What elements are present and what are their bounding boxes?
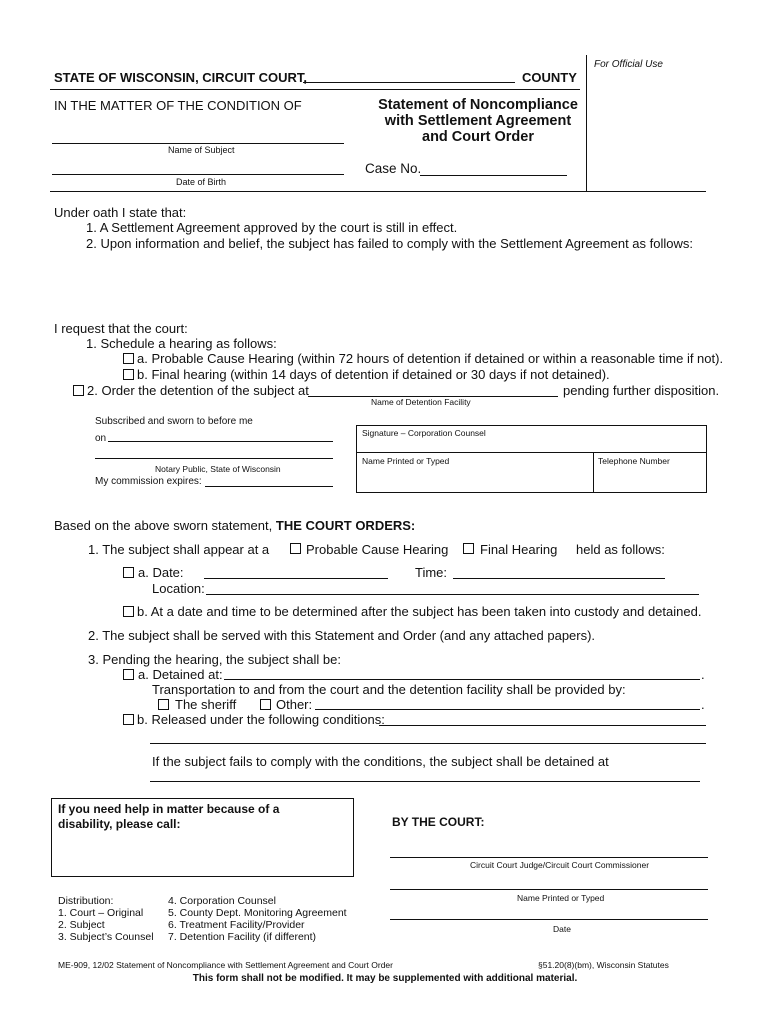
court-line-label: STATE OF WISCONSIN, CIRCUIT COURT, bbox=[54, 70, 308, 85]
hearing-time-label: Time: bbox=[415, 565, 448, 580]
transport-label: Transportation to and from the court and the detention facility shall be provided by: bbox=[152, 682, 626, 697]
sworn-date-field[interactable] bbox=[108, 441, 333, 442]
oath-intro: Under oath I state that: bbox=[54, 205, 187, 220]
order-final-hearing-checkbox[interactable] bbox=[463, 543, 474, 554]
distribution-item: 6. Treatment Facility/Provider bbox=[168, 919, 305, 931]
disability-help-text bbox=[58, 802, 279, 832]
released-checkbox[interactable] bbox=[123, 714, 134, 725]
orders-intro-text: Based on the above sworn statement, bbox=[54, 518, 273, 533]
statement-item-2: 2. Upon information and belief, the subject has failed to comply with the Settlement Agreement as follows: bbox=[86, 236, 694, 251]
custody-date-label: b. At a date and time to be determined after the subject has been taken into custody and detained. bbox=[137, 604, 702, 619]
hearing-location-field[interactable] bbox=[206, 594, 699, 595]
transport-other-label: Other: bbox=[276, 697, 313, 712]
probable-cause-option: a. Probable Cause Hearing (within 72 hours of detention if detained or within a reasonable time if not). bbox=[137, 351, 724, 366]
sworn-label: Subscribed and sworn to before me bbox=[95, 416, 253, 427]
request-item-2: 2. Order the detention of the subject at bbox=[87, 383, 309, 398]
detained-at-label: a. Detained at: bbox=[138, 667, 223, 682]
distribution-column-2 bbox=[168, 895, 347, 943]
matter-label: IN THE MATTER OF THE CONDITION OF bbox=[54, 98, 302, 113]
detained-period: . bbox=[701, 667, 705, 682]
statute-reference: §51.20(8)(bm), Wisconsin Statutes bbox=[538, 960, 669, 970]
sheriff-checkbox[interactable] bbox=[158, 699, 169, 710]
orders-intro bbox=[54, 518, 415, 533]
commission-expires-field[interactable] bbox=[205, 486, 333, 487]
hearing-date-label: a. Date: bbox=[138, 565, 184, 580]
counsel-signature-caption[interactable]: Signature – Corporation Counsel bbox=[362, 428, 486, 438]
notary-signature-field[interactable] bbox=[95, 458, 333, 459]
transport-other-field[interactable] bbox=[315, 709, 700, 710]
subject-name-field[interactable] bbox=[52, 143, 344, 144]
counsel-name-caption[interactable]: Name Printed or Typed bbox=[362, 456, 450, 466]
release-conditions-field-2[interactable] bbox=[150, 743, 706, 744]
request-intro: I request that the court: bbox=[54, 321, 188, 336]
sworn-on-label: on bbox=[95, 433, 107, 444]
distribution-column-1 bbox=[58, 895, 154, 943]
release-conditions-field-1[interactable] bbox=[379, 725, 706, 726]
modification-notice: This form shall not be modified. It may be supplemented with additional material. bbox=[192, 973, 578, 984]
form-title-line3: and Court Order bbox=[422, 129, 534, 145]
counsel-box-column-divider bbox=[593, 452, 594, 493]
noncompliance-detention-label: If the subject fails to comply with the conditions, the subject shall be detained at bbox=[152, 754, 609, 769]
disability-help-line2: disability, please call: bbox=[58, 817, 181, 831]
distribution-item: 4. Corporation Counsel bbox=[168, 895, 276, 907]
official-use-label: For Official Use bbox=[594, 59, 663, 70]
judge-name-field[interactable] bbox=[390, 889, 708, 890]
hearing-time-field[interactable] bbox=[453, 578, 665, 579]
order-item-3: 3. Pending the hearing, the subject shall be: bbox=[88, 652, 341, 667]
county-name-field[interactable] bbox=[303, 82, 515, 83]
judge-name-caption: Name Printed or Typed bbox=[517, 893, 605, 903]
county-label: COUNTY bbox=[522, 70, 577, 85]
transport-other-checkbox[interactable] bbox=[260, 699, 271, 710]
noncompliance-detention-field[interactable] bbox=[150, 781, 700, 782]
request-item-1: 1. Schedule a hearing as follows: bbox=[86, 336, 277, 351]
distribution-item: 5. County Dept. Monitoring Agreement bbox=[168, 907, 347, 919]
order-date-caption: Date bbox=[553, 924, 571, 934]
transport-period: . bbox=[701, 697, 705, 712]
form-title-line1: Statement of Noncompliance bbox=[378, 97, 578, 113]
order-item-2: 2. The subject shall be served with this Statement and Order (and any attached papers). bbox=[88, 628, 596, 643]
held-as-follows-label: held as follows: bbox=[576, 542, 665, 557]
form-title-line2: with Settlement Agreement bbox=[384, 113, 572, 129]
orders-intro-bold: THE COURT ORDERS: bbox=[275, 518, 416, 533]
sheriff-label: The sheriff bbox=[175, 697, 237, 712]
custody-date-checkbox[interactable] bbox=[123, 606, 134, 617]
distribution-item: 2. Subject bbox=[58, 919, 105, 931]
distribution-item: 1. Court – Original bbox=[58, 907, 144, 919]
hearing-location-label: Location: bbox=[152, 581, 205, 596]
order-date-field[interactable] bbox=[390, 919, 708, 920]
case-no-label: Case No. bbox=[365, 161, 422, 176]
final-hearing-option: b. Final hearing (within 14 days of detention if detained or 30 days if not detained). bbox=[137, 367, 610, 382]
judge-caption: Circuit Court Judge/Circuit Court Commissioner bbox=[470, 860, 650, 870]
case-no-field[interactable] bbox=[420, 175, 567, 176]
probable-cause-checkbox[interactable] bbox=[123, 353, 134, 364]
disability-help-line1: If you need help in matter because of a bbox=[58, 802, 280, 816]
detained-checkbox[interactable] bbox=[123, 669, 134, 680]
detention-facility-caption: Name of Detention Facility bbox=[371, 397, 471, 407]
detained-at-field[interactable] bbox=[224, 679, 700, 680]
released-label: b. Released under the following conditions: bbox=[137, 712, 385, 727]
order-detention-checkbox[interactable] bbox=[73, 385, 84, 396]
pending-disposition-label: pending further disposition. bbox=[563, 383, 720, 398]
notary-public-caption: Notary Public, State of Wisconsin bbox=[155, 464, 281, 474]
counsel-box-divider bbox=[356, 452, 707, 453]
judge-signature-field[interactable] bbox=[390, 857, 708, 858]
date-of-birth-caption: Date of Birth bbox=[176, 177, 227, 187]
by-the-court-label: BY THE COURT: bbox=[392, 815, 485, 829]
hearing-date-checkbox[interactable] bbox=[123, 567, 134, 578]
statement-item-1: 1. A Settlement Agreement approved by the court is still in effect. bbox=[86, 220, 458, 235]
hearing-date-field[interactable] bbox=[204, 578, 388, 579]
date-of-birth-field[interactable] bbox=[52, 174, 344, 175]
order-probable-cause-label: Probable Cause Hearing bbox=[306, 542, 449, 557]
distribution-item: 7. Detention Facility (if different) bbox=[168, 931, 317, 943]
caption-bottom-rule bbox=[50, 191, 706, 192]
order-item-1: 1. The subject shall appear at a bbox=[88, 542, 270, 557]
commission-expires-label: My commission expires: bbox=[95, 476, 202, 487]
counsel-telephone-caption[interactable]: Telephone Number bbox=[598, 456, 670, 466]
header-rule bbox=[50, 89, 580, 90]
subject-name-caption: Name of Subject bbox=[168, 145, 235, 155]
form-identifier: ME-909, 12/02 Statement of Noncompliance with Settlement Agreement and Court Order bbox=[58, 960, 393, 970]
distribution-item: 3. Subject’s Counsel bbox=[58, 931, 154, 943]
final-hearing-checkbox[interactable] bbox=[123, 369, 134, 380]
order-final-hearing-label: Final Hearing bbox=[480, 542, 558, 557]
order-probable-cause-checkbox[interactable] bbox=[290, 543, 301, 554]
distribution-title: Distribution: bbox=[58, 895, 114, 907]
form-title bbox=[358, 97, 598, 145]
